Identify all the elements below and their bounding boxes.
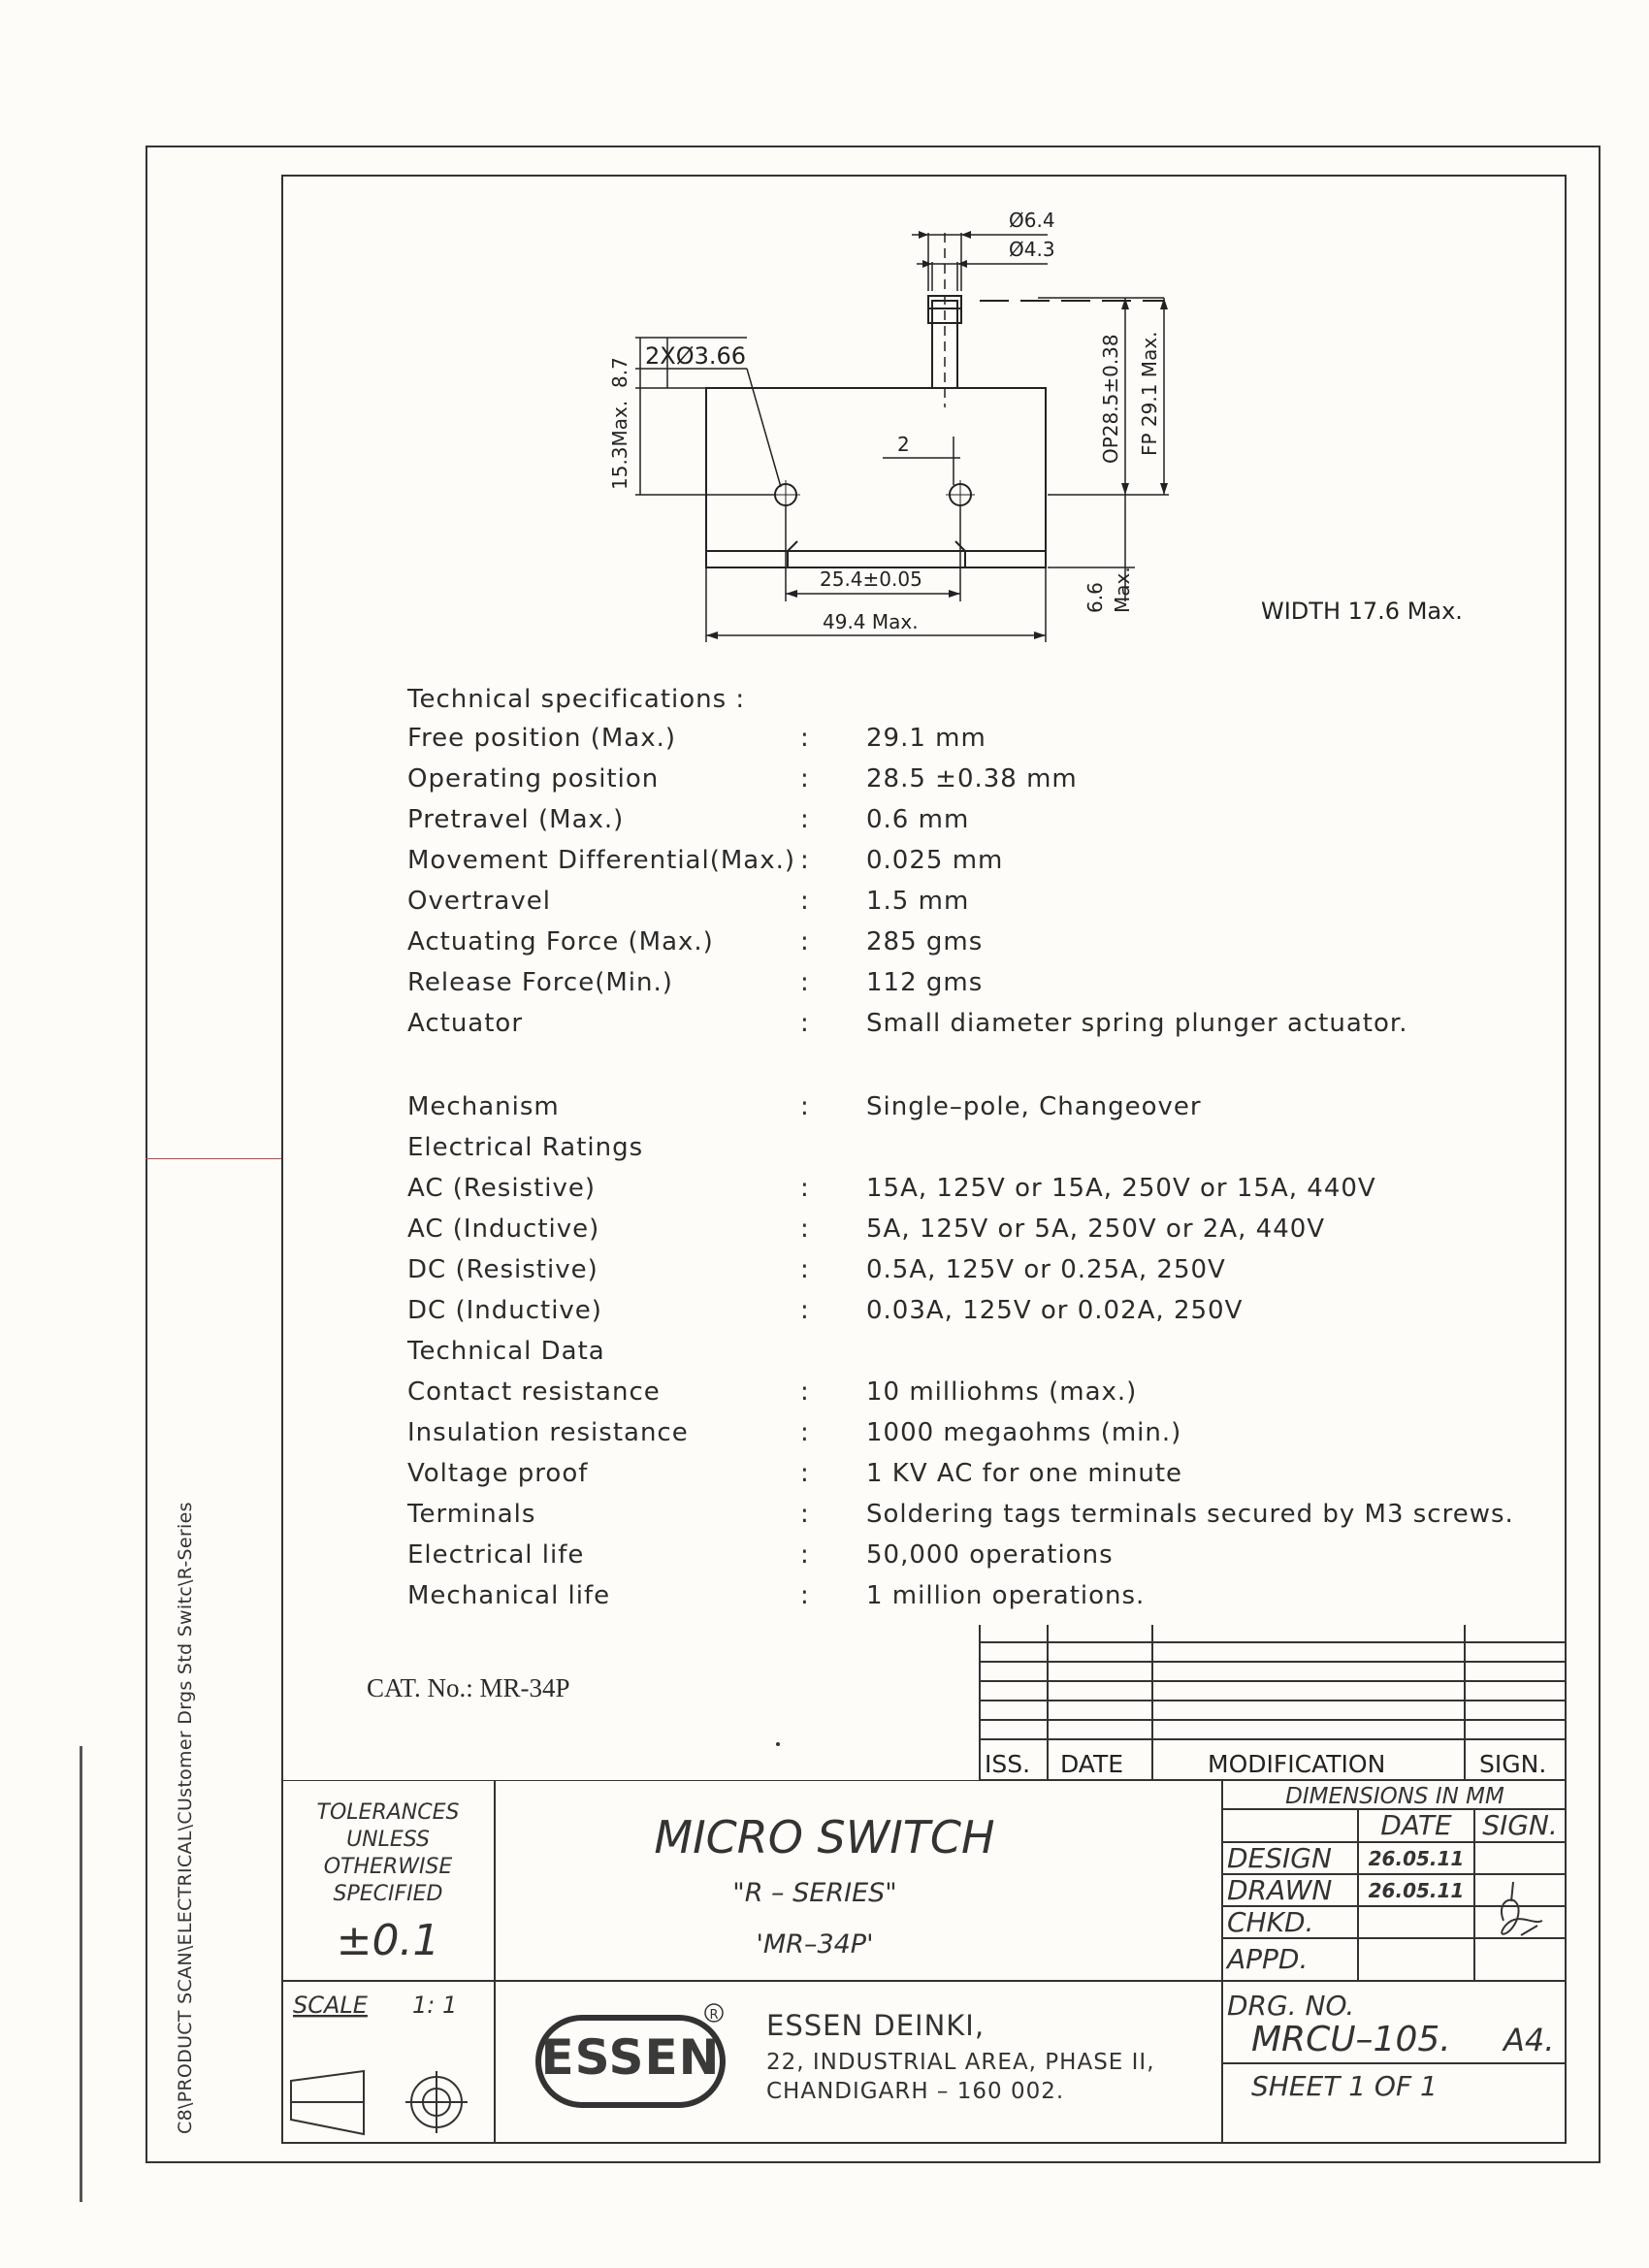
spec-colon: : [800,1215,810,1244]
registered-icon: R [709,2008,719,2023]
spec-row [407,1418,1571,1457]
spec-label: Actuator [407,1009,524,1038]
spec-label: Mechanical life [407,1581,611,1610]
spec-label: Voltage proof [407,1459,589,1488]
dim-op: OP28.5±0.38 [1099,334,1122,464]
spec-colon: : [800,1459,810,1488]
spec-value: Single–pole, Changeover [866,1092,1202,1121]
spec-colon: : [800,927,810,956]
spec-value: 0.025 mm [866,846,1004,875]
spec-row [407,1581,1571,1620]
switch-body [706,388,1046,551]
design-label: DESIGN [1227,1842,1332,1874]
spec-colon: : [800,1255,810,1284]
scale-value: 1: 1 [412,1992,458,2019]
spec-row [407,1459,1571,1498]
spec-row [407,1500,1571,1539]
spec-row [407,764,1571,803]
dim-hole-spacing: 25.4±0.05 [820,567,922,591]
essen-logo-text: ESSEN [540,2029,721,2086]
spec-label: Electrical Ratings [407,1133,644,1162]
stray-dot [776,1742,780,1746]
spec-value: 5A, 125V or 5A, 250V or 2A, 440V [866,1215,1326,1244]
spec-label: AC (Inductive) [407,1215,600,1244]
spec-label: DC (Resistive) [407,1255,598,1284]
spec-label: Mechanism [407,1092,560,1121]
rev-iss-header: ISS. [985,1750,1031,1778]
spec-row [407,968,1571,1007]
specs-title: Technical specifications : [407,685,746,714]
dim-holes: 2XØ3.66 [645,342,747,370]
spec-label: Terminals [407,1500,536,1529]
spec-value: 1.5 mm [866,887,970,916]
spec-value: 15A, 125V or 15A, 250V or 15A, 440V [866,1174,1376,1203]
spec-value: 10 milliohms (max.) [866,1377,1138,1407]
switch-drawing [582,194,1552,660]
spec-label: Movement Differential(Max.) [407,846,796,875]
dim-fp: FP 29.1 Max. [1138,331,1161,456]
spec-row [407,1540,1571,1579]
spec-colon: : [800,846,810,875]
spec-row [407,724,1571,762]
spec-colon: : [800,1009,810,1038]
rev-date-header: DATE [1060,1750,1124,1778]
drawing-title: MICRO SWITCH [654,1811,995,1863]
spec-value: 29.1 mm [866,724,986,753]
spec-row [407,887,1571,925]
spec-value: 0.03A, 125V or 0.02A, 250V [866,1296,1244,1325]
spec-colon: : [800,805,810,834]
spec-row [407,1337,1571,1376]
rev-sign-header: SIGN. [1479,1750,1547,1778]
file-path-label: C8\PRODUCT SCAN\ELECTRICAL\CUstomer Drgs Std Switc\R-Series [175,1502,196,2134]
drg-no-label: DRG. NO. [1227,1990,1355,2022]
spec-colon: : [800,1418,810,1447]
spec-value: 1 KV AC for one minute [866,1459,1183,1488]
spec-colon: : [800,764,810,794]
spec-label: Release Force(Min.) [407,968,673,997]
spec-row [407,1377,1571,1416]
tolerance-line-1: TOLERANCES [316,1800,460,1825]
spec-value: 0.6 mm [866,805,970,834]
company-address-1: 22, INDUSTRIAL AREA, PHASE II, [766,2050,1155,2075]
tolerance-value: ±0.1 [336,1916,440,1965]
spec-label: Insulation resistance [407,1418,689,1447]
date-header: DATE [1380,1809,1452,1841]
spec-label: Technical Data [407,1337,605,1366]
spec-row [407,1296,1571,1335]
paper-size: A4. [1504,2022,1555,2058]
spec-row [407,1174,1571,1213]
spec-row [407,927,1571,966]
spec-label: Pretravel (Max.) [407,805,625,834]
drg-no: MRCU–105. [1251,2020,1451,2059]
catalog-number: CAT. No.: MR-34P [367,1673,570,1702]
spec-colon: : [800,724,810,753]
title-block [281,1780,1567,2144]
dim-offset: 2 [897,433,910,456]
dim-bottom-height: 6.6 [1083,582,1107,613]
drawn-label: DRAWN [1227,1874,1333,1906]
spec-colon: : [800,1500,810,1529]
chkd-label: CHKD. [1227,1906,1314,1938]
dim-height-top: 8.7 [608,357,631,388]
spec-value: 1000 megaohms (min.) [866,1418,1182,1447]
spec-label: Operating position [407,764,660,794]
margin-tick [146,1158,281,1159]
dim-height-max: 15.3Max. [608,400,631,490]
spec-row [407,1133,1571,1172]
spec-value: 112 gms [866,968,984,997]
dimensions-note: DIMENSIONS IN MM [1285,1784,1504,1809]
spec-row [407,846,1571,885]
rev-modification-header: MODIFICATION [1208,1750,1386,1778]
spec-value: Soldering tags terminals secured by M3 screws. [866,1500,1514,1529]
spec-label: AC (Resistive) [407,1174,597,1203]
tolerance-line-2: UNLESS [346,1828,430,1852]
scale-label: SCALE [293,1992,368,2019]
dim-length: 49.4 Max. [823,610,919,633]
design-date: 26.05.11 [1368,1847,1465,1870]
dim-bottom-max: Max. [1111,567,1134,613]
spec-value: 1 million operations. [866,1581,1146,1610]
spec-colon: : [800,1377,810,1407]
sign-header: SIGN. [1482,1809,1558,1841]
drawing-model: 'MR–34P' [756,1929,874,1960]
spec-value: 28.5 ±0.38 mm [866,764,1078,794]
spec-value: 0.5A, 125V or 0.25A, 250V [866,1255,1226,1284]
spec-colon: : [800,1174,810,1203]
dim-outer-diameter: Ø6.4 [1009,209,1055,232]
appd-label: APPD. [1227,1943,1309,1975]
spec-label: Contact resistance [407,1377,661,1407]
spec-row [407,1215,1571,1253]
spec-label: Actuating Force (Max.) [407,927,714,956]
spec-label: DC (Inductive) [407,1296,602,1325]
spec-colon: : [800,1296,810,1325]
spec-colon: : [800,968,810,997]
spec-row [407,1009,1571,1048]
revision-table [970,1625,1571,1780]
spec-label: Free position (Max.) [407,724,676,753]
spec-value: 50,000 operations [866,1540,1114,1570]
tolerance-line-4: SPECIFIED [333,1882,443,1906]
spec-colon: : [800,1540,810,1570]
width-note: WIDTH 17.6 Max. [1261,598,1463,625]
scan-left-edge [80,1746,82,2202]
spec-colon: : [800,887,810,916]
spec-label: Overtravel [407,887,551,916]
spec-row [407,805,1571,844]
spec-colon: : [800,1581,810,1610]
spec-row [407,1255,1571,1294]
tolerance-line-3: OTHERWISE [323,1855,453,1879]
spec-value: 285 gms [866,927,984,956]
company-name: ESSEN DEINKI, [766,2009,986,2042]
company-address-2: CHANDIGARH – 160 002. [766,2079,1065,2104]
dim-inner-diameter: Ø4.3 [1009,238,1055,261]
spec-value: Small diameter spring plunger actuator. [866,1009,1408,1038]
spec-row [407,1092,1571,1131]
sheet-number: SHEET 1 OF 1 [1251,2070,1438,2102]
drawn-date: 26.05.11 [1368,1879,1465,1902]
spec-colon: : [800,1092,810,1121]
drawing-series: "R – SERIES" [732,1878,897,1908]
spec-label: Electrical life [407,1540,585,1570]
